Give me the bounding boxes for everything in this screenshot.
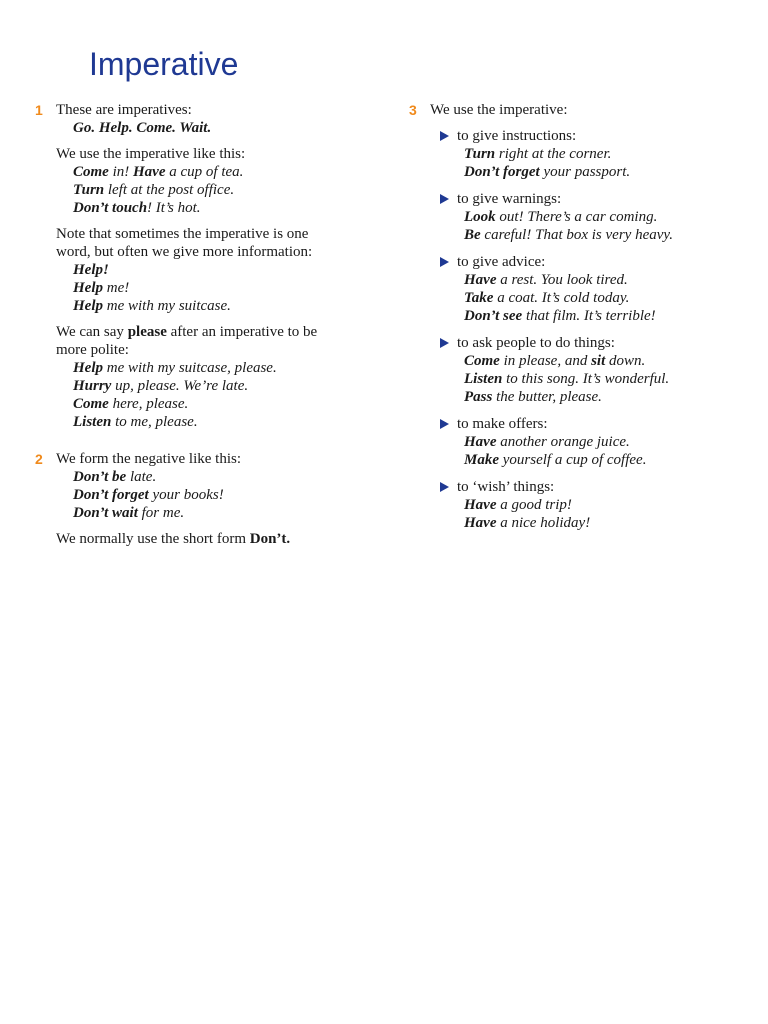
bullet-warnings: to give warnings: Look out! There’s a car coming. Be careful! That box is very heavy.	[430, 190, 730, 244]
example-line: Come in! Have a cup of tea.	[73, 164, 244, 180]
example-line: Don’t see that film. It’s terrible!	[464, 308, 656, 324]
example-line: Have another orange juice.	[464, 434, 630, 450]
example-line: Don’t wait for me.	[73, 505, 185, 521]
intro-text: We form the negative like this:	[56, 451, 241, 467]
right-column	[409, 101, 730, 532]
bullet-offers: to make offers: Have another orange juice. Make yourself a cup of coffee.	[430, 415, 730, 469]
example-line: Don’t touch! It’s hot.	[73, 200, 201, 216]
example-line: Listen to this song. It’s wonderful.	[464, 371, 670, 387]
example-line: Don’t forget your passport.	[464, 164, 631, 180]
example-line: Help me!	[73, 280, 130, 296]
example-line: Listen to me, please.	[73, 414, 198, 430]
arrow-right-icon	[440, 131, 449, 141]
section-number: 1	[35, 102, 43, 118]
example-line: Help!	[73, 262, 109, 278]
example-line: Make yourself a cup of coffee.	[464, 452, 647, 468]
use-intro-text: We use the imperative like this:	[56, 146, 246, 162]
intro-text: These are imperatives:	[56, 102, 192, 118]
section-1	[35, 101, 376, 431]
example-line: Have a nice holiday!	[464, 515, 591, 531]
example-line: Pass the butter, please.	[464, 389, 602, 405]
bullet-instructions: to give instructions: Turn right at the corner. Don’t forget your passport.	[430, 127, 730, 181]
bullet-ask-people: to ask people to do things: Come in please, and sit down. Listen to this song. It’s wonderful. Pass the butter, please.	[430, 334, 730, 406]
arrow-right-icon	[440, 482, 449, 492]
bullet-advice: to give advice: Have a rest. You look tired. Take a coat. It’s cold today. Don’t see that film. It’s terrible!	[430, 253, 730, 325]
arrow-right-icon	[440, 257, 449, 267]
example-line: Look out! There’s a car coming.	[464, 209, 658, 225]
example-line: Help me with my suitcase, please.	[73, 360, 277, 376]
please-text: We can say please after an imperative to be more polite:	[56, 324, 318, 358]
example-line: Come in please, and sit down.	[464, 353, 646, 369]
example-line: Go. Help. Come. Wait.	[73, 120, 212, 136]
example-line: Help me with my suitcase.	[73, 298, 231, 314]
page-title: Imperative	[89, 46, 239, 82]
section-2	[35, 450, 376, 548]
arrow-right-icon	[440, 194, 449, 204]
left-column	[35, 101, 376, 548]
short-form-text: We normally use the short form Don’t.	[56, 531, 291, 547]
example-line: Don’t forget your books!	[73, 487, 224, 503]
example-line: Hurry up, please. We’re late.	[73, 378, 249, 394]
example-line: Don’t be late.	[73, 469, 157, 485]
example-line: Turn left at the post office.	[73, 182, 235, 198]
section-number: 3	[409, 102, 417, 118]
section-number: 2	[35, 451, 43, 467]
arrow-right-icon	[440, 419, 449, 429]
example-line: Be careful! That box is very heavy.	[464, 227, 673, 243]
note-text: Note that sometimes the imperative is one word, but often we give more information:	[56, 226, 313, 260]
example-line: Turn right at the corner.	[464, 146, 612, 162]
section-3	[409, 101, 730, 532]
example-line: Have a good trip!	[464, 497, 572, 513]
arrow-right-icon	[440, 338, 449, 348]
bullet-wish: to ‘wish’ things: Have a good trip! Have a nice holiday!	[430, 478, 730, 532]
example-line: Have a rest. You look tired.	[464, 272, 628, 288]
example-line: Come here, please.	[73, 396, 189, 412]
example-line: Take a coat. It’s cold today.	[464, 290, 630, 306]
intro-text: We use the imperative:	[430, 102, 568, 118]
